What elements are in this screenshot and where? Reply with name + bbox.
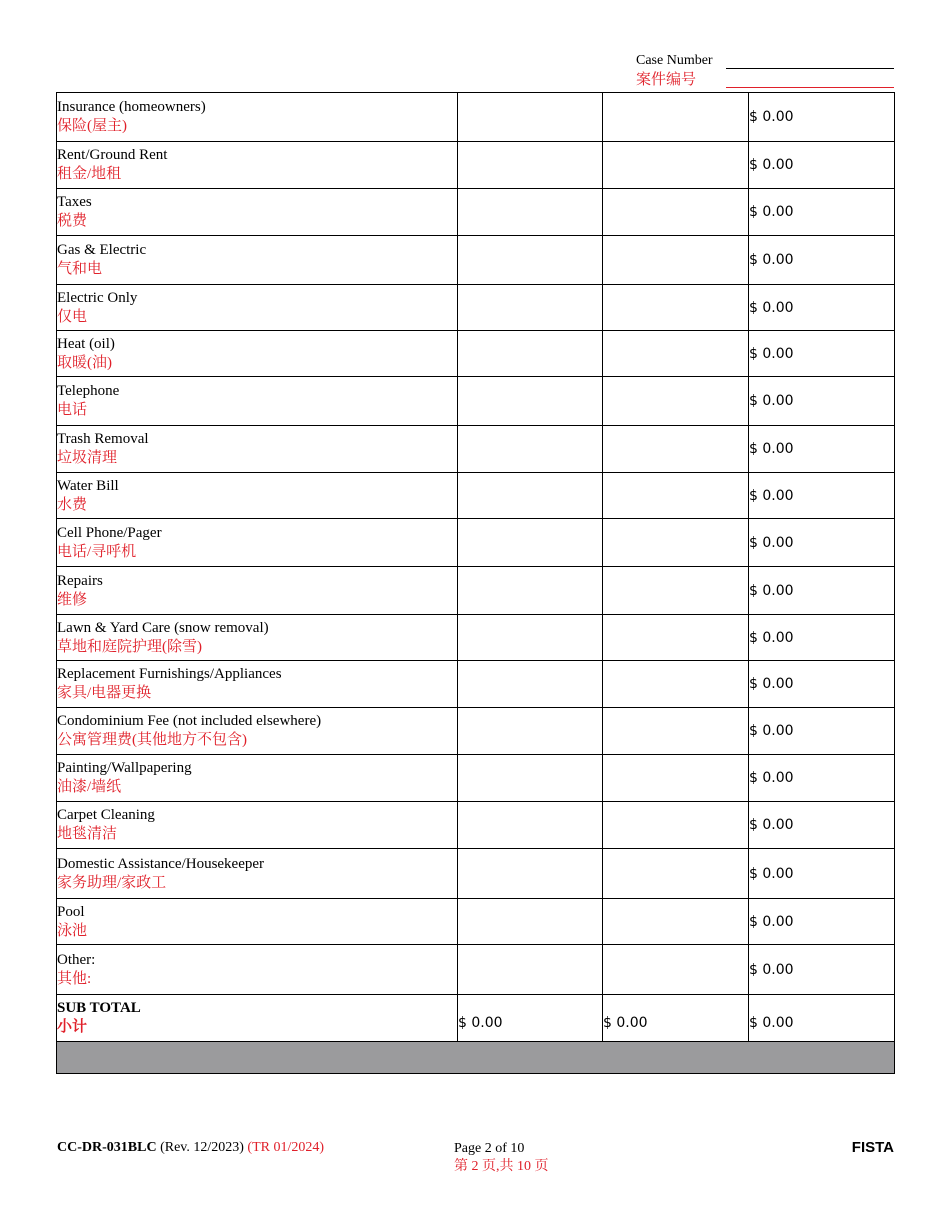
row-label-cell <box>57 567 458 615</box>
form-revision: (Rev. 12/2023) <box>160 1140 244 1155</box>
row-label-zh: 维修 <box>57 591 88 608</box>
table-row <box>57 755 895 802</box>
row-col2-input[interactable] <box>458 426 603 473</box>
row-label-cell <box>57 945 458 995</box>
row-label: Domestic Assistance/Housekeeper <box>57 855 265 872</box>
row-label-zh: 取暖(油) <box>57 354 112 371</box>
page-number-en: Page 2 of 10 <box>454 1141 525 1156</box>
row-label-cell <box>57 473 458 519</box>
row-col2-input[interactable] <box>458 473 603 519</box>
table-row <box>57 708 895 755</box>
case-number-block <box>636 52 894 90</box>
row-col3-input[interactable] <box>603 426 749 473</box>
row-col3-input[interactable] <box>603 285 749 331</box>
brand-label: FISTA <box>851 1139 894 1156</box>
row-col3-input[interactable] <box>603 615 749 661</box>
subtotal-label: SUB TOTAL <box>57 1000 141 1016</box>
row-label-cell <box>57 93 458 142</box>
table-row <box>57 945 895 995</box>
row-label-zh: 地毯清洁 <box>57 826 118 842</box>
translation-revision: (TR 01/2024) <box>247 1140 325 1155</box>
subtotal-col2: $ 0.00 <box>458 995 603 1042</box>
row-label-zh: 草地和庭院护理(除雪) <box>57 638 202 655</box>
row-label-zh: 家具/电器更换 <box>57 685 152 701</box>
row-total: $ 0.00 <box>749 802 895 849</box>
row-label-cell <box>57 236 458 285</box>
row-col3-input[interactable] <box>603 899 749 945</box>
row-label-zh: 油漆/墙纸 <box>57 779 122 795</box>
row-label-zh: 水费 <box>57 496 88 513</box>
row-col2-input[interactable] <box>458 567 603 615</box>
row-col2-input[interactable] <box>458 899 603 945</box>
row-col3-input[interactable] <box>603 189 749 236</box>
table-row <box>57 661 895 708</box>
row-label-cell <box>57 377 458 426</box>
row-label: Gas & Electric <box>57 242 147 258</box>
row-label-zh: 公寓管理费(其他地方不包含) <box>57 732 247 748</box>
row-total: $ 0.00 <box>749 236 895 285</box>
row-total: $ 0.00 <box>749 473 895 519</box>
row-total: $ 0.00 <box>749 567 895 615</box>
row-label-zh: 税费 <box>57 213 88 229</box>
table-row <box>57 802 895 849</box>
row-col2-input[interactable] <box>458 331 603 377</box>
row-total: $ 0.00 <box>749 849 895 899</box>
row-col3-input[interactable] <box>603 661 749 708</box>
row-label: Taxes <box>57 194 92 210</box>
row-col3-input[interactable] <box>603 849 749 899</box>
table-row <box>57 93 895 142</box>
row-label-zh: 租金/地租 <box>57 166 122 182</box>
row-label-zh: 仅电 <box>57 308 88 325</box>
row-label-cell <box>57 708 458 755</box>
row-label-zh: 其他: <box>57 970 92 987</box>
row-total: $ 0.00 <box>749 377 895 426</box>
table-row <box>57 615 895 661</box>
row-col2-input[interactable] <box>458 802 603 849</box>
row-label-cell <box>57 615 458 661</box>
table-row <box>57 285 895 331</box>
row-col3-input[interactable] <box>603 142 749 189</box>
row-total: $ 0.00 <box>749 519 895 567</box>
row-total: $ 0.00 <box>749 142 895 189</box>
row-label-cell <box>57 802 458 849</box>
expense-rows <box>57 93 895 1074</box>
row-label-cell <box>57 899 458 945</box>
shaded-row <box>57 1042 895 1074</box>
row-col2-input[interactable] <box>458 661 603 708</box>
table-row <box>57 377 895 426</box>
row-label: Repairs <box>57 572 103 589</box>
row-label: Pool <box>57 903 85 920</box>
row-label-cell <box>57 849 458 899</box>
subtotal-label-cell <box>57 995 458 1042</box>
case-number-label: Case Number <box>636 53 713 68</box>
row-label: Carpet Cleaning <box>57 807 155 823</box>
table-row <box>57 331 895 377</box>
row-label: Water Bill <box>57 477 119 494</box>
row-total: $ 0.00 <box>749 661 895 708</box>
row-col2-input[interactable] <box>458 849 603 899</box>
row-label: Lawn & Yard Care (snow removal) <box>57 619 269 636</box>
table-row <box>57 519 895 567</box>
row-label: Other: <box>57 951 96 968</box>
row-total: $ 0.00 <box>749 331 895 377</box>
row-label: Condominium Fee (not included elsewhere) <box>57 713 322 729</box>
row-label: Cell Phone/Pager <box>57 524 162 541</box>
row-col2-input[interactable] <box>458 945 603 995</box>
row-col2-input[interactable] <box>458 285 603 331</box>
row-total: $ 0.00 <box>749 189 895 236</box>
case-number-field-zh <box>726 87 894 88</box>
row-total: $ 0.00 <box>749 899 895 945</box>
row-col3-input[interactable] <box>603 945 749 995</box>
row-col3-input[interactable] <box>603 519 749 567</box>
row-label: Painting/Wallpapering <box>57 760 192 776</box>
row-label-zh: 电话 <box>57 402 88 418</box>
row-col3-input[interactable] <box>603 377 749 426</box>
table-row <box>57 899 895 945</box>
row-label-zh: 气和电 <box>57 261 103 277</box>
row-col2-input[interactable] <box>458 708 603 755</box>
row-label-cell <box>57 189 458 236</box>
row-col2-input[interactable] <box>458 189 603 236</box>
row-label-zh: 电话/寻呼机 <box>57 543 137 560</box>
row-col2-input[interactable] <box>458 93 603 142</box>
row-label: Heat (oil) <box>57 335 115 352</box>
row-label-cell <box>57 331 458 377</box>
row-label-zh: 垃圾清理 <box>57 450 118 466</box>
row-label-zh: 保险(屋主) <box>57 118 127 134</box>
row-col2-input[interactable] <box>458 615 603 661</box>
row-label: Insurance (homeowners) <box>57 99 206 115</box>
row-col3-input[interactable] <box>603 708 749 755</box>
subtotal-row <box>57 995 895 1042</box>
form-id <box>57 1140 324 1156</box>
case-number-row-zh <box>636 71 894 90</box>
shaded-cell <box>57 1042 895 1074</box>
form-code: CC-DR-031BLC <box>57 1140 157 1155</box>
table-row <box>57 142 895 189</box>
row-col3-input[interactable] <box>603 755 749 802</box>
row-label-cell <box>57 661 458 708</box>
row-label-cell <box>57 519 458 567</box>
row-col3-input[interactable] <box>603 473 749 519</box>
table-row <box>57 189 895 236</box>
row-total: $ 0.00 <box>749 708 895 755</box>
row-col3-input[interactable] <box>603 802 749 849</box>
row-label-zh: 泳池 <box>57 922 88 939</box>
row-total: $ 0.00 <box>749 945 895 995</box>
row-total: $ 0.00 <box>749 426 895 473</box>
row-col2-input[interactable] <box>458 377 603 426</box>
row-label: Rent/Ground Rent <box>57 147 168 163</box>
row-label: Trash Removal <box>57 431 149 447</box>
subtotal-label-zh: 小计 <box>57 1019 88 1035</box>
page-number <box>454 1140 549 1176</box>
row-label: Replacement Furnishings/Appliances <box>57 666 282 682</box>
table-row <box>57 236 895 285</box>
row-col2-input[interactable] <box>458 236 603 285</box>
row-label-cell <box>57 285 458 331</box>
case-number-label-zh: 案件编号 <box>636 72 697 88</box>
subtotal-total: $ 0.00 <box>749 995 895 1042</box>
row-label: Telephone <box>57 383 120 399</box>
row-total: $ 0.00 <box>749 755 895 802</box>
row-total: $ 0.00 <box>749 93 895 142</box>
table-row <box>57 473 895 519</box>
table-row <box>57 567 895 615</box>
row-total: $ 0.00 <box>749 285 895 331</box>
row-col2-input[interactable] <box>458 519 603 567</box>
table-row <box>57 426 895 473</box>
row-col3-input[interactable] <box>603 331 749 377</box>
case-number-field[interactable] <box>726 68 894 69</box>
row-label-zh: 家务助理/家政工 <box>57 874 167 891</box>
row-col2-input[interactable] <box>458 755 603 802</box>
row-label-cell <box>57 426 458 473</box>
row-col3-input[interactable] <box>603 93 749 142</box>
subtotal-col3: $ 0.00 <box>603 995 749 1042</box>
row-total: $ 0.00 <box>749 615 895 661</box>
row-col2-input[interactable] <box>458 142 603 189</box>
case-number-row <box>636 52 894 71</box>
row-col3-input[interactable] <box>603 236 749 285</box>
row-col3-input[interactable] <box>603 567 749 615</box>
row-label: Electric Only <box>57 289 138 306</box>
table-row <box>57 849 895 899</box>
row-label-cell <box>57 755 458 802</box>
page-number-zh: 第 2 页,共 10 页 <box>454 1159 549 1174</box>
expense-table <box>56 92 895 1074</box>
row-label-cell <box>57 142 458 189</box>
